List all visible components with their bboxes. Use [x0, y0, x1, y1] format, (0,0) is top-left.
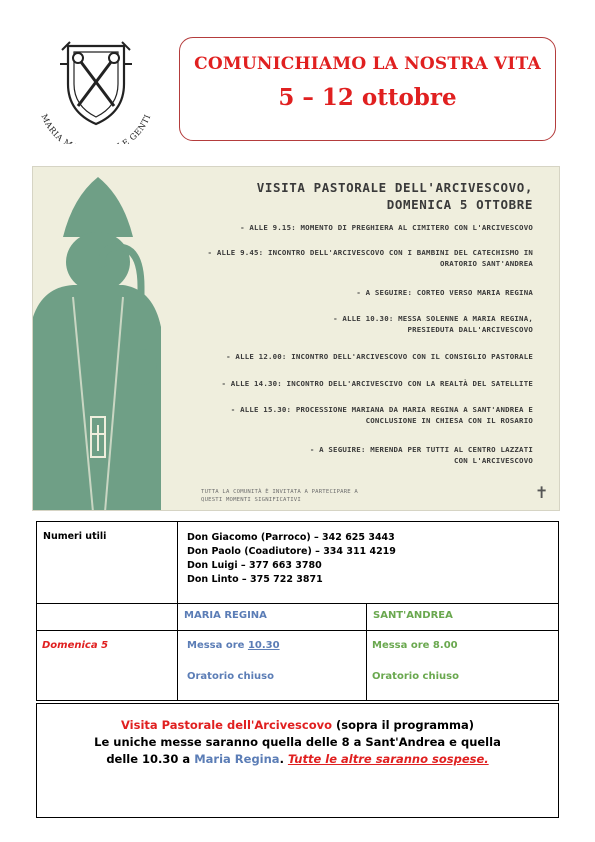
contact-line: Don Paolo (Coadiutore) – 334 311 4219 [187, 546, 396, 557]
church-maria-regina: MARIA REGINA [184, 610, 267, 621]
program-item: - ALLE 15.30: PROCESSIONE MARIANA DA MARIA REGINA A SANT'ANDREA E CONCLUSIONE IN CHIESA CON IL ROSARIO [230, 405, 533, 425]
program-item: - ALLE 10.30: MESSA SOLENNE A MARIA REGINA, PRESIEDUTA DALL'ARCIVESCOVO [333, 314, 533, 334]
contact-line: Don Luigi – 377 663 3780 [187, 560, 322, 571]
svg-text:MARIA MADRE DELLE GENTI: MARIA M E GENTI [39, 112, 153, 144]
contacts-list [178, 522, 558, 587]
contact-line: Don Linto – 375 722 3871 [187, 574, 323, 585]
notice-line: delle 10.30 a Maria Regina. Tutte le altre saranno sospese. [106, 752, 489, 766]
oratory-status-sant-andrea: Oratorio chiuso [372, 671, 459, 682]
church-sant-andrea: SANT'ANDREA [373, 610, 453, 621]
notice-line: Visita Pastorale dell'Arcivescovo (sopra il programma) [120, 718, 475, 732]
table-row [37, 522, 559, 604]
header-box [179, 37, 556, 141]
notice-box [36, 703, 559, 818]
program-item: - A SEGUIRE: CORTEO VERSO MARIA REGINA [356, 288, 533, 297]
newsletter-dates: 5 – 12 ottobre [278, 84, 457, 111]
mass-time-maria-regina: Messa ore 10.30 [187, 640, 280, 651]
mass-time-sant-andrea: Messa ore 8.00 [372, 640, 458, 651]
table-row [37, 604, 559, 631]
notice-line: Le uniche messe saranno quella delle 8 a Sant'Andrea e quella [94, 735, 501, 749]
useful-numbers-label: Numeri utili [43, 531, 107, 542]
program-item: - ALLE 14.30: INCONTRO DELL'ARCIVESCIVO CON LA REALTÀ DEL SATELLITE [221, 379, 533, 388]
program-item: - ALLE 9.45: INCONTRO DELL'ARCIVESCOVO CON I BAMBINI DEL CATECHISMO IN ORATORIO SANT'ANDREA [207, 248, 533, 268]
program-item: - ALLE 9.15: MOMENTO DI PREGHIERA AL CIMITERO CON L'ARCIVESCOVO [240, 223, 533, 232]
table-row [37, 631, 559, 701]
program-item: - A SEGUIRE: MERENDA PER TUTTI AL CENTRO LAZZATI CON L'ARCIVESCOVO [309, 445, 533, 465]
day-label: Domenica 5 [42, 640, 109, 651]
newsletter-title: COMUNICHIAMO LA NOSTRA VITA [194, 54, 541, 74]
oratory-status-maria-regina: Oratorio chiuso [187, 671, 274, 682]
contact-line: Don Giacomo (Parroco) – 342 625 3443 [187, 532, 395, 543]
poster-title: VISITA PASTORALE DELL'ARCIVESCOVO, DOMENICA 5 OTTOBRE [256, 180, 533, 212]
parish-logo [32, 34, 160, 144]
program-item: - ALLE 12.00: INCONTRO DELL'ARCIVESCOVO CON IL CONSIGLIO PASTORALE [226, 352, 533, 361]
poster-footer: TUTTA LA COMUNITÀ È INVITATA A PARTECIPARE A QUESTI MOMENTI SIGNIFICATIVI [201, 489, 358, 503]
coat-of-arms-icon [32, 34, 160, 144]
pastoral-visit-poster [32, 166, 560, 511]
info-table [36, 521, 559, 701]
cross-icon: ✝ [535, 483, 549, 502]
